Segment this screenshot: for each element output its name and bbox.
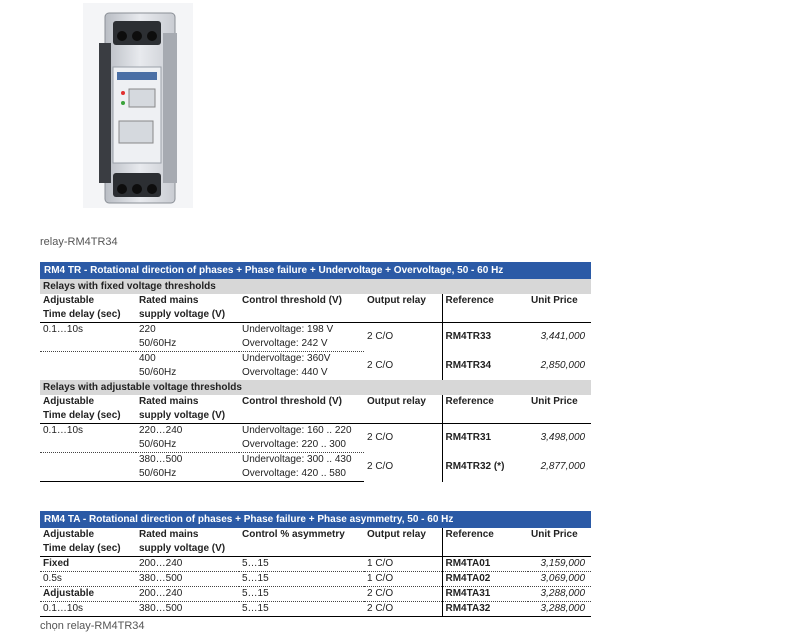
col-header-threshold: Control threshold (V) — [242, 295, 342, 306]
rm4ta-price-table: RM4 TA - Rotational direction of phases + Phase failure + Phase asymmetry, 50 - 60 Hz Adjustable Rated mains Control % asymmetry Output relay Reference Unit Price Time delay (sec) supply voltage (V) Fixed 200…240 5…15 1 C/O RM4TA01 3,159,000 0.5s 380…500 5…15 1 C/O RM4TA02 3,069,000 Adjustable 200…240 5…15 2 C/O RM4TA31 3,288,000 0.1…10s 380…500 5…15 2 C/O RM4TA32 3,288,000 — [40, 511, 591, 617]
col-header-delay: Adjustable — [43, 295, 95, 306]
table-row: 0.1…10s 380…500 5…15 2 C/O RM4TA32 3,288,000 — [40, 602, 591, 617]
col-header-delay-2: Time delay (sec) — [40, 308, 136, 323]
table-row: 0.1…10s 220…240 Undervoltage: 160 .. 220 2 C/O RM4TR31 3,498,000 — [40, 424, 591, 439]
image-caption: relay-RM4TR34 — [40, 236, 118, 248]
col-header-reference: Reference — [442, 294, 528, 308]
table-row: 380…500 Undervoltage: 300 .. 430 2 C/O RM4TR32 (*) 2,877,000 — [40, 453, 591, 468]
image-caption-bottom: chọn relay-RM4TR34 — [40, 620, 145, 632]
table-row: 400 Undervoltage: 360V 2 C/O RM4TR34 2,850,000 — [40, 352, 591, 367]
section-fixed-heading: Relays with fixed voltage thresholds — [40, 279, 591, 294]
table-row: 0.1…10s 220 Undervoltage: 198 V 2 C/O RM4TR33 3,441,000 — [40, 323, 591, 338]
col-header-output: Output relay — [367, 295, 426, 306]
table-row: 0.5s 380…500 5…15 1 C/O RM4TA02 3,069,000 — [40, 572, 591, 587]
col-header-mains-2: supply voltage (V) — [136, 308, 239, 323]
table-row: Fixed 200…240 5…15 1 C/O RM4TA01 3,159,000 — [40, 557, 591, 572]
table-title: RM4 TA - Rotational direction of phases + Phase failure + Phase asymmetry, 50 - 60 Hz — [40, 511, 591, 528]
col-header-mains: Rated mains — [139, 295, 199, 306]
rm4tr-price-table: RM4 TR - Rotational direction of phases + Phase failure + Undervoltage + Overvoltage, 50 - 60 Hz Relays with fixed voltage thresholds Adjustable Rated mains Control threshold (V) Output relay Reference Unit Price Time delay (sec) supply voltage (V) 0.1…10s 220 Undervoltage: 198 V 2 C/O RM4TR33 3,441,000 50/60Hz Overvoltage: 242 V 400 Undervoltage: 360V 2 C/O RM4TR34 2,850,000 50/60Hz Overvoltage: 440 V Relays with adjustable voltage thresholds Adjustable Rated mains Control threshold (V) Output relay Reference Unit Price Time delay (sec) supply voltage (V) 0.1…10s 220…240 Undervoltage: 160 .. 220 2 C/O RM4TR31 3,498,000 50/60Hz Overvoltage: 220 .. 300 380…500 Undervoltage: 300 .. 430 2 C/O RM4TR32 (*) 2,877,000 50/60Hz Overvoltage: 420 .. 580 — [40, 262, 591, 482]
col-header-price: Unit Price — [531, 295, 578, 306]
section-adjustable-heading: Relays with adjustable voltage thresholds — [40, 380, 591, 395]
table-title: RM4 TR - Rotational direction of phases + Phase failure + Undervoltage + Overvoltage, 50 - 60 Hz — [40, 262, 591, 279]
relay-product-photo — [83, 3, 193, 208]
table-row: Adjustable 200…240 5…15 2 C/O RM4TA31 3,288,000 — [40, 587, 591, 602]
